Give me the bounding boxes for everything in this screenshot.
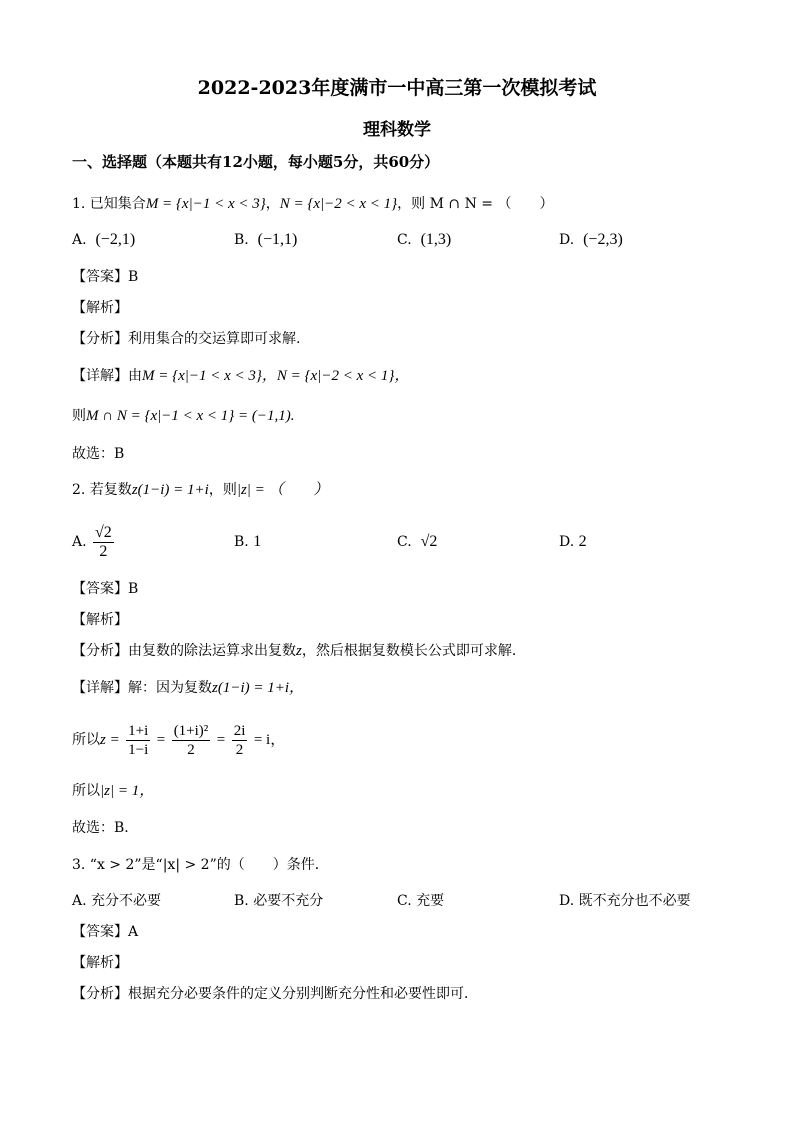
q2-detail-math: z(1−i) = 1+i， — [212, 680, 305, 696]
q1-choose: 故选：B — [72, 446, 125, 462]
q2-fraction-1-denominator: 1−i — [128, 741, 149, 758]
q1-result-math: M ∩ N = {x|−1 < x < 1} = (−1,1). — [86, 408, 295, 424]
q1-option-c-label: C. — [397, 232, 412, 248]
q2-stem-math2: |z| = （ ） — [236, 482, 329, 498]
q2-fenxi-b: ，然后根据复数模长公式即可求解. — [301, 643, 517, 659]
q1-result-prefix: 则 — [72, 408, 86, 424]
page-subtitle: 理科数学 — [363, 120, 431, 140]
q2-stem-prefix: 2. 若复数 — [72, 482, 132, 498]
q2-fraction-1-numerator: 1+i — [128, 722, 149, 739]
q1-option-c — [397, 230, 451, 250]
q2-fraction-2-denominator: 2 — [187, 741, 195, 758]
q2-option-a-denominator: 2 — [99, 542, 108, 560]
q2-option-b-label: B. — [234, 534, 249, 550]
q1-option-a — [72, 230, 135, 250]
q1-option-d-label: D. — [559, 232, 575, 248]
q2-option-a-fraction — [93, 524, 114, 561]
q1-option-d — [559, 230, 623, 250]
q1-set-n: N = {x|−2 < x < 1} — [279, 196, 398, 212]
q2-option-b-value: 1 — [253, 533, 262, 550]
q3-option-c: C. 充要 — [397, 893, 445, 909]
q2-modulus — [72, 781, 154, 801]
q2-fenxi — [72, 641, 516, 661]
q2-option-a-numerator: √2 — [95, 523, 112, 541]
q1-stem-prefix: 1. 已知集合 — [72, 196, 146, 212]
q2-detail — [72, 678, 304, 698]
q3-option-b: B. 必要不充分 — [234, 893, 324, 909]
q3-fenxi: 【分析】根据充分必要条件的定义分别判断充分性和必要性即可． — [72, 986, 478, 1002]
q2-option-c — [397, 532, 437, 552]
q1-analysis-heading: 【解析】 — [72, 300, 128, 316]
q2-answer: 【答案】B — [72, 581, 139, 597]
q2-option-d — [559, 532, 587, 552]
q3-option-d: D. 既不充分也不必要 — [559, 893, 691, 909]
q2-derivation-prefix: 所以 — [72, 732, 100, 748]
section-heading: 一、选择题（本题共有12小题，每小题5分，共60分） — [72, 153, 440, 171]
q2-derivation-end: = i， — [253, 732, 286, 748]
q1-fenxi: 【分析】利用集合的交运算即可求解. — [72, 331, 301, 347]
q1-option-a-label: A. — [72, 232, 87, 248]
q2-option-a-label: A. — [72, 534, 87, 550]
q1-stem-tail: ，则 M ∩ N = （ ） — [397, 196, 554, 212]
q2-fraction-3-denominator: 2 — [235, 741, 244, 758]
q1-detail-prefix: 【详解】由 — [72, 368, 142, 384]
q2-equals-1: = — [156, 732, 166, 748]
q1-option-b — [234, 230, 297, 250]
q2-stem-math: z(1−i) = 1+i — [131, 482, 209, 498]
q1-result — [72, 406, 295, 426]
q2-option-d-value: 2 — [578, 533, 587, 550]
q1-set-m: M = {x|−1 < x < 3} — [145, 196, 266, 212]
q3-stem: 3. “x > 2”是“|x| > 2”的（ ）条件． — [72, 857, 329, 873]
q2-analysis-heading: 【解析】 — [72, 612, 128, 628]
q1-option-d-value: (−2,3) — [583, 231, 623, 248]
q3-answer: 【答案】A — [72, 924, 139, 940]
q3-analysis-heading: 【解析】 — [72, 955, 128, 971]
q2-fraction-2 — [172, 722, 211, 759]
q2-fenxi-z: z — [296, 643, 302, 659]
q2-fraction-2-numerator: (1+i)² — [173, 722, 209, 739]
q1-separator: ， — [265, 196, 280, 212]
q1-option-b-label: B. — [234, 232, 249, 248]
q2-option-a — [72, 520, 116, 564]
q2-modulus-math: |z| = 1， — [100, 783, 155, 799]
q2-option-c-label: C. — [397, 534, 412, 550]
q2-fenxi-a: 【分析】由复数的除法运算求出复数 — [72, 643, 296, 659]
q2-choose: 故选：B. — [72, 820, 129, 836]
q2-option-c-value: √2 — [420, 533, 438, 550]
q2-derivation-z: z = — [100, 732, 120, 748]
q2-option-d-label: D. — [559, 534, 575, 550]
q3-option-a: A. 充分不必要 — [72, 893, 162, 909]
q1-detail — [72, 366, 409, 386]
q1-option-b-value: (−1,1) — [257, 231, 298, 248]
q1-option-a-value: (−2,1) — [95, 231, 136, 248]
q2-equals-2: = — [216, 732, 226, 748]
q1-stem — [72, 194, 553, 214]
q2-stem-tail: ，则 — [208, 482, 237, 498]
q2-fraction-3-numerator: 2i — [233, 722, 246, 739]
q2-fraction-1 — [126, 722, 150, 759]
q2-fraction-3 — [232, 722, 248, 759]
q2-option-b — [234, 532, 261, 552]
q2-modulus-prefix: 所以 — [72, 783, 100, 799]
q2-detail-prefix: 【详解】解：因为复数 — [72, 680, 212, 696]
q2-stem — [72, 480, 329, 500]
q1-option-c-value: (1,3) — [420, 231, 452, 248]
q1-detail-math: M = {x|−1 < x < 3}，N = {x|−2 < x < 1}， — [142, 368, 410, 384]
q1-answer: 【答案】B — [72, 269, 139, 285]
page-title: 2022-2023年度满市一中高三第一次模拟考试 — [197, 77, 597, 99]
q2-derivation — [72, 718, 285, 762]
